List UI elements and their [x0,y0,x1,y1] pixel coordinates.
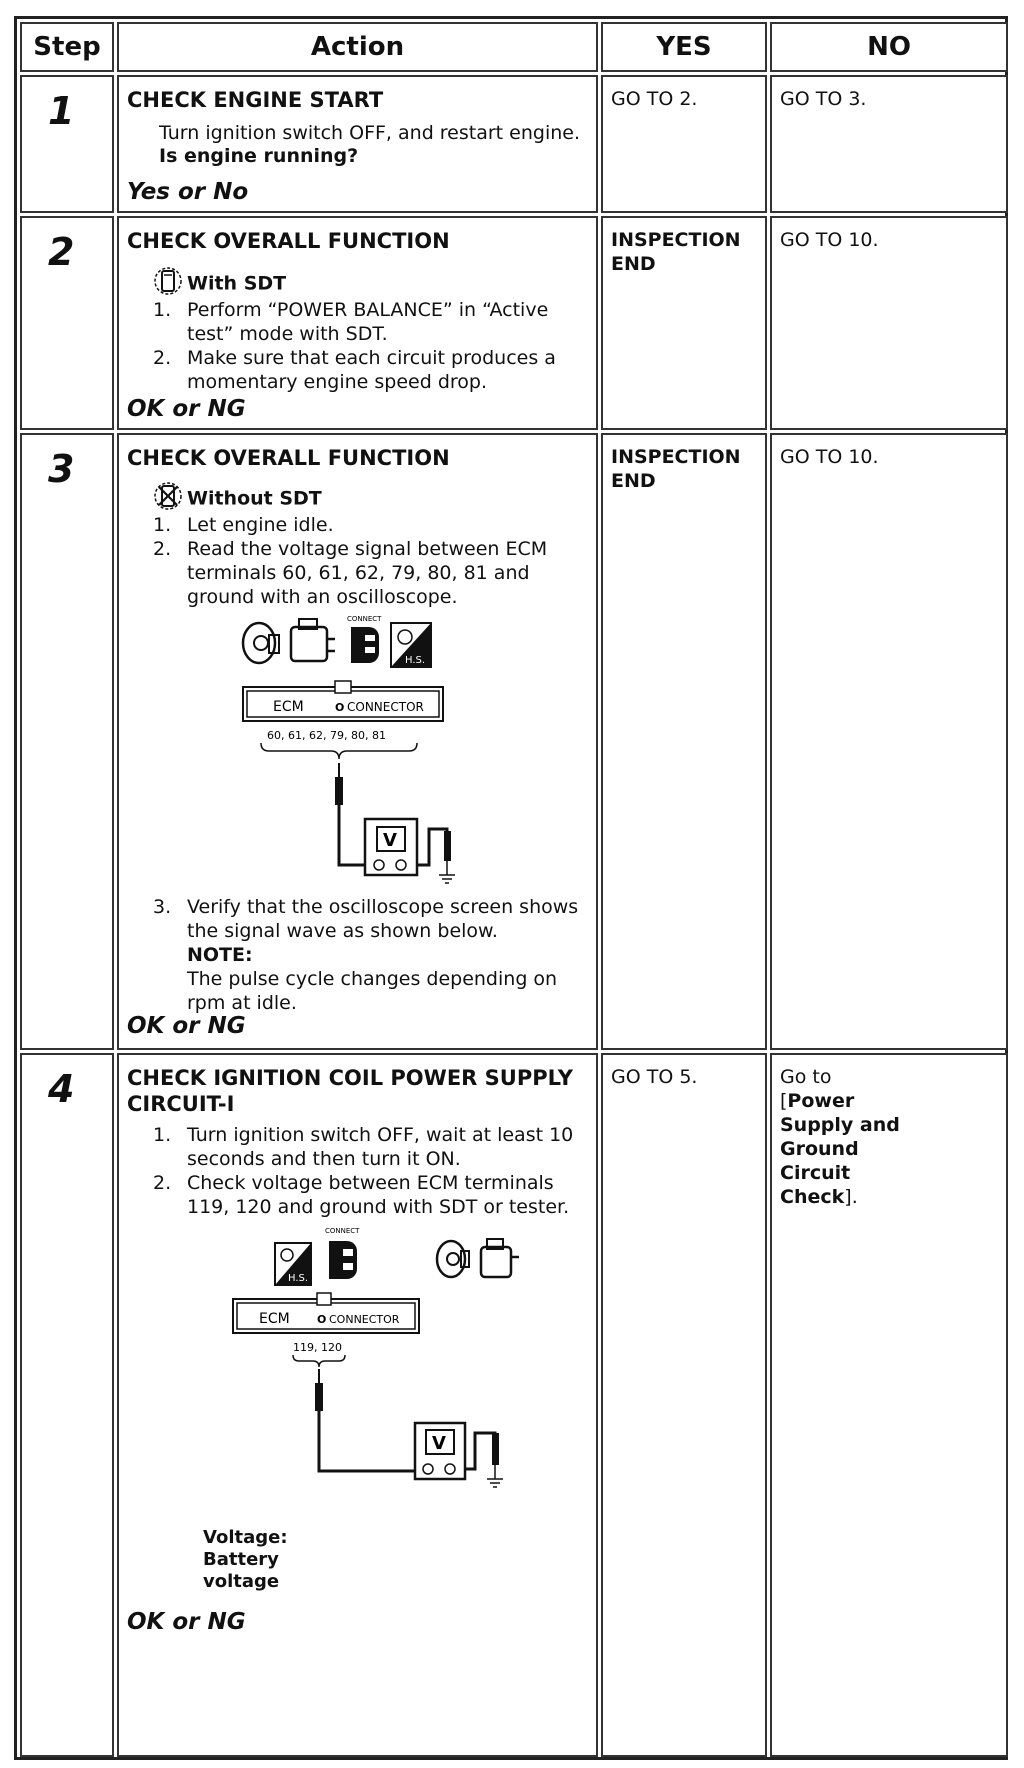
row4-step-cell [20,1053,114,1757]
item-number: 1. [153,1124,172,1146]
step-number: 1 [48,89,75,133]
connector-label: CONNECTOR [329,1313,400,1326]
row1-step-cell [20,75,114,213]
terminal-brace [261,743,417,759]
item-text: Let engine idle. [187,514,334,536]
row3-action-cell [117,433,598,1050]
item-number: 1. [153,514,172,536]
tool-heading [153,481,322,517]
row2-step-cell [20,216,114,430]
ecm-voltage-diagram [229,1225,559,1505]
header-step-label: Step [33,32,101,62]
step-list [153,298,583,394]
svg-text:O: O [317,1313,327,1326]
item-number: 2. [153,1172,172,1194]
ground-icon [439,875,455,883]
no-result: Go to [Power Supply and Ground Circuit Check]. [780,1065,910,1209]
step-number: 3 [48,447,75,491]
item-number: 3. [153,896,172,918]
instruction-text: Turn ignition switch OFF, and restart engine. [159,122,581,144]
list-item [153,1171,583,1219]
step-title: CHECK ENGINE START [127,88,384,112]
row1-no-cell [770,75,1008,213]
list-item [153,1123,583,1171]
step-list-continued [153,895,583,1015]
svg-text:O: O [335,701,345,714]
test-probe [315,1369,415,1471]
no-sdt-icon [153,481,183,517]
item-text: Turn ignition switch OFF, wait at least 10 seconds and then turn it ON. [187,1124,574,1170]
tool-heading [153,266,286,302]
list-item [153,298,583,346]
step-title: CHECK IGNITION COIL POWER SUPPLY CIRCUIT-I [127,1066,573,1116]
yes-result: GO TO 5. [611,1066,698,1088]
list-item [153,537,583,609]
no-result-suffix: . [851,1186,858,1208]
connect-label: CONNECT [347,615,382,623]
list-item [153,895,583,1015]
verdict-label: OK or NG [127,1013,246,1039]
voltage-spec: Voltage: Battery voltage [203,1527,288,1592]
item-text: Check voltage between ECM terminals 119, 120 and ground with SDT or tester. [187,1172,570,1218]
row1-action-cell [117,75,598,213]
tool-label: Without SDT [187,487,322,510]
connect-icon [347,615,382,663]
engine-icon [481,1239,519,1277]
power-supply-link[interactable]: Power Supply and Ground Circuit Check [780,1090,900,1208]
ecm-label: ECM [273,699,304,715]
ground-icon [487,1479,503,1487]
ecm-oscilloscope-diagram [239,613,479,893]
no-result-prefix: Go to [780,1066,832,1088]
list-item [153,346,583,394]
item-text: Perform “POWER BALANCE” in “Active test” mode with SDT. [187,299,549,345]
test-probe [335,763,365,865]
item-text: Verify that the oscilloscope screen shows the signal wave as shown below. [187,896,579,942]
ecm-connector-block [243,681,443,721]
no-result: GO TO 3. [780,88,867,110]
item-text: Make sure that each circuit produces a momentary engine speed drop. [187,347,556,393]
row3-step-cell [20,433,114,1050]
ecm-label: ECM [259,1311,290,1327]
yes-result: INSPECTION END [611,446,741,492]
header-yes [601,22,767,72]
header-yes-label: YES [656,32,712,62]
row2-no-cell [770,216,1008,430]
row2-yes-cell [601,216,767,430]
hs-label: H.S. [405,655,426,666]
step-title: CHECK OVERALL FUNCTION [127,229,450,253]
hs-label: H.S. [288,1273,309,1284]
connect-icon [325,1227,360,1279]
voltmeter-icon [365,819,451,875]
step-list [153,1123,583,1219]
row2-action-cell [117,216,598,430]
question-text: Is engine running? [159,145,359,167]
list-item [153,513,583,537]
terminal-numbers: 119, 120 [293,1341,342,1354]
meter-label: V [432,1433,446,1454]
ignition-key-on-icon [437,1241,469,1277]
header-step [20,22,114,72]
item-number: 2. [153,538,172,560]
connect-label: CONNECT [325,1227,360,1235]
meter-label: V [383,830,397,851]
voltmeter-icon [415,1423,499,1479]
sdt-tool-icon [153,266,183,302]
terminal-brace [293,1355,345,1367]
item-number: 2. [153,347,172,369]
yes-result: INSPECTION END [611,229,741,275]
note-label: NOTE: [187,944,253,966]
yes-result: GO TO 2. [611,88,698,110]
tool-label: With SDT [187,272,287,295]
no-result: GO TO 10. [780,229,879,251]
engine-icon [291,619,335,661]
row1-yes-cell [601,75,767,213]
header-action [117,22,598,72]
ecm-connector-block [233,1293,419,1333]
row4-no-cell [770,1053,1008,1757]
row4-yes-cell [601,1053,767,1757]
step-list [153,513,583,609]
row3-no-cell [770,433,1008,1050]
note-text: The pulse cycle changes depending on rpm at idle. [187,968,558,1014]
item-text: Read the voltage signal between ECM terminals 60, 61, 62, 79, 80, 81 and ground with an oscilloscope. [187,538,548,608]
procedure-table [14,16,1008,1760]
header-no [770,22,1008,72]
harness-side-icon [391,623,431,667]
step-number: 2 [48,230,75,274]
row3-yes-cell [601,433,767,1050]
step-number: 4 [48,1067,75,1111]
verdict-label: Yes or No [127,179,249,205]
harness-side-icon [275,1243,311,1285]
terminal-numbers: 60, 61, 62, 79, 80, 81 [267,729,386,742]
connector-label: CONNECTOR [347,700,424,714]
step-title: CHECK OVERALL FUNCTION [127,446,450,470]
verdict-label: OK or NG [127,396,246,422]
header-no-label: NO [867,32,911,62]
item-number: 1. [153,299,172,321]
no-result: GO TO 10. [780,446,879,468]
verdict-label: OK or NG [127,1609,246,1635]
item-body [187,895,583,1015]
row4-action-cell [117,1053,598,1757]
header-action-label: Action [310,32,405,62]
ignition-key-icon [243,623,279,663]
